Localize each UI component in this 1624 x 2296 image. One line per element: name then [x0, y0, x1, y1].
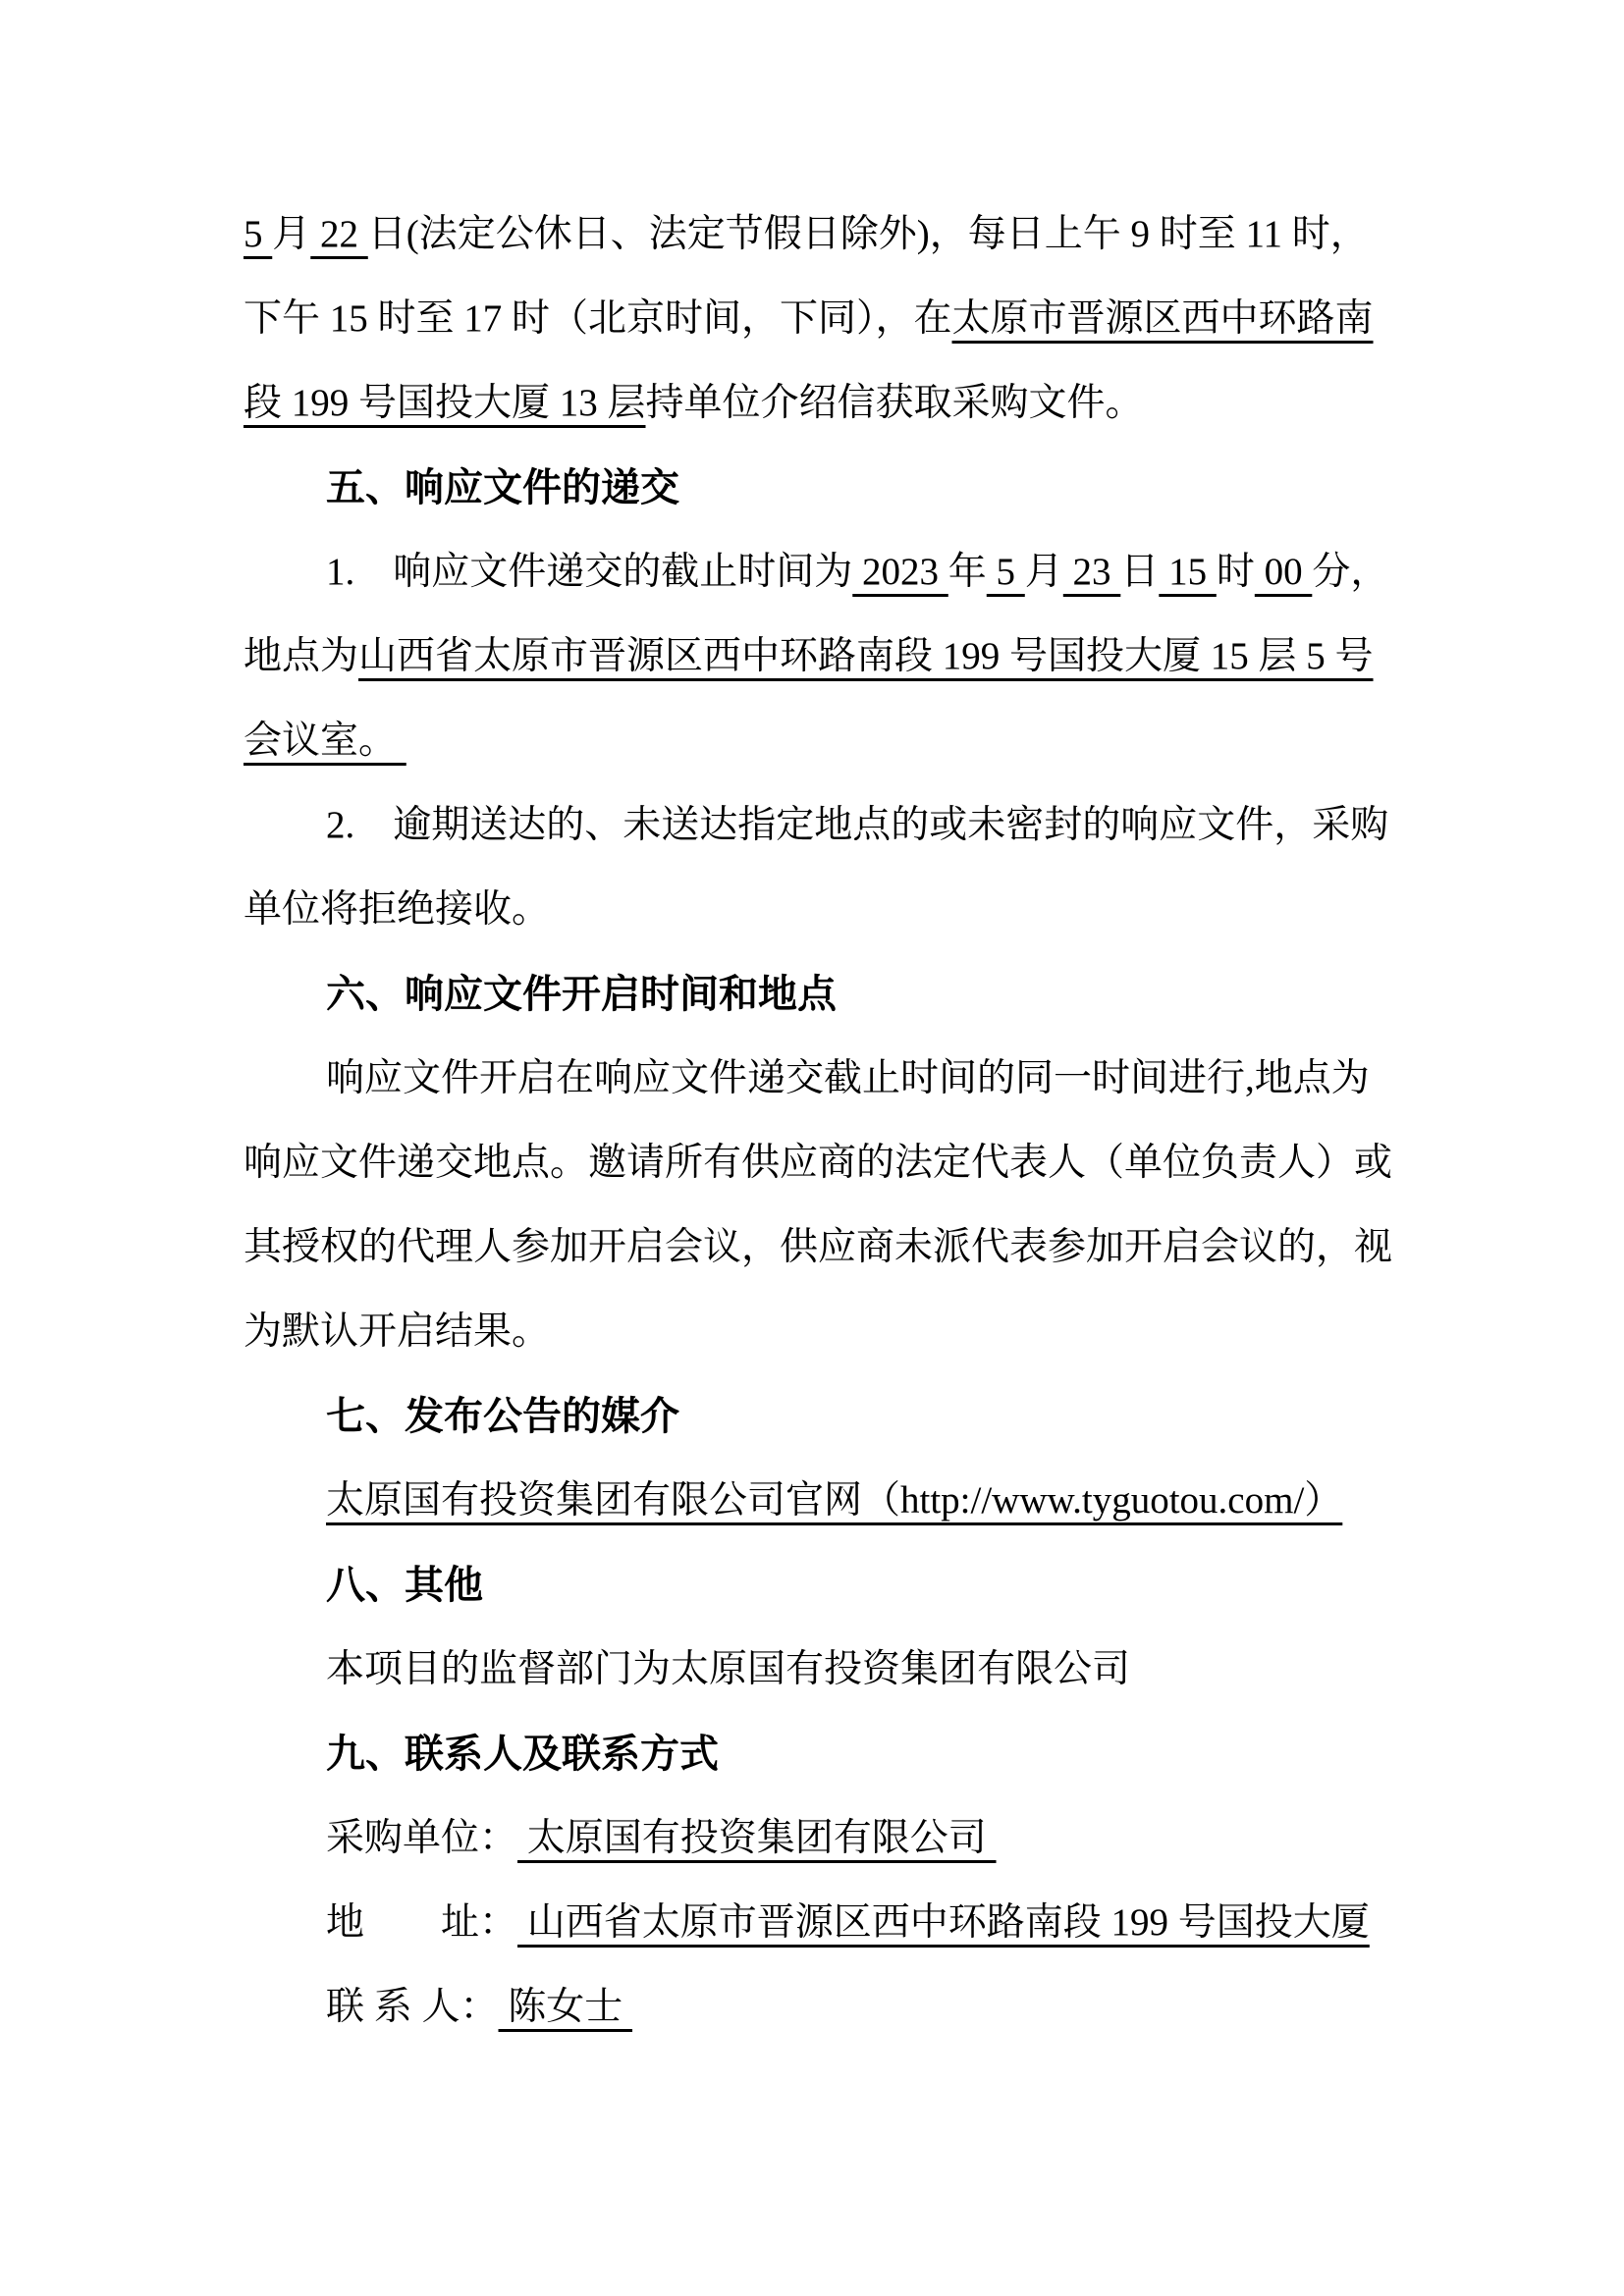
text-line — [244, 783, 1389, 868]
text-segment: 2. 逾期送达的、未送达指定地点的或未密封的响应文件，采购 — [326, 804, 1389, 846]
underlined-text-segment: 山西省太原市晋源区西中环路南段 199 号国投大厦 15 层 5 号 — [358, 635, 1374, 677]
underlined-text-segment: 陈女士 — [498, 1986, 633, 2028]
text-segment: 六、响应文件开启时间和地点 — [326, 973, 837, 1016]
text-line — [244, 530, 1389, 614]
text-segment: 为默认开启结果。 — [244, 1310, 551, 1353]
text-line — [244, 699, 1380, 783]
text-segment: 响应文件递交地点。邀请所有供应商的法定代表人（单位负责人）或 — [244, 1142, 1393, 1184]
text-segment: 1. 响应文件递交的截止时间为 — [326, 551, 853, 593]
text-segment: 联 系 人： — [326, 1986, 499, 2028]
text-segment: 地 址： — [326, 1901, 518, 1944]
underlined-text-segment: 5 — [244, 213, 273, 255]
text-line — [244, 1881, 1380, 1965]
text-segment: 日 — [1120, 551, 1160, 593]
section-heading — [244, 1712, 1380, 1796]
underlined-text-segment: 太原国有投资集团有限公司官网（http://www.tyguotou.com/） — [326, 1479, 1343, 1522]
text-segment: 时 — [1216, 551, 1255, 593]
text-line — [244, 1121, 1393, 1205]
text-segment: 其授权的代理人参加开启会议，供应商未派代表参加开启会议的，视 — [244, 1226, 1393, 1268]
underlined-text-segment: 山西省太原市晋源区西中环路南段 199 号国投大厦 — [517, 1901, 1370, 1944]
text-line — [244, 1459, 1380, 1543]
underlined-text-segment: 2023 — [852, 551, 948, 593]
text-segment: 七、发布公告的媒介 — [326, 1395, 679, 1438]
section-heading — [244, 1543, 1380, 1628]
underlined-text-segment: 22 — [310, 213, 368, 255]
text-segment: 分， — [1312, 551, 1389, 593]
text-segment: 八、其他 — [326, 1564, 483, 1607]
underlined-text-segment: 段 199 号国投大厦 13 层 — [244, 382, 646, 424]
underlined-text-segment: 00 — [1254, 551, 1313, 593]
text-line — [244, 192, 1380, 277]
text-line — [244, 1037, 1380, 1121]
text-segment: 五、响应文件的递交 — [326, 466, 679, 509]
text-line — [244, 868, 1380, 952]
text-segment: 单位将拒绝接收。 — [244, 888, 551, 931]
section-heading — [244, 952, 1380, 1037]
underlined-text-segment: 23 — [1062, 551, 1121, 593]
text-segment: 下午 15 时至 17 时（北京时间，下同），在 — [244, 297, 952, 340]
text-segment: 九、联系人及联系方式 — [326, 1733, 719, 1776]
underlined-text-segment: 15 — [1159, 551, 1217, 593]
document-content — [244, 192, 1393, 2050]
section-heading — [244, 446, 1380, 530]
text-line — [244, 361, 1380, 446]
underlined-text-segment: 太原国有投资集团有限公司 — [517, 1817, 997, 1859]
text-line — [244, 1796, 1380, 1881]
text-segment: 响应文件开启在响应文件递交截止时间的同一时间进行,地点为 — [326, 1057, 1370, 1099]
text-segment: 持单位介绍信获取采购文件。 — [645, 382, 1144, 424]
text-segment: 月 — [272, 213, 311, 255]
text-line — [244, 1205, 1393, 1290]
text-segment: 本项目的监督部门为太原国有投资集团有限公司 — [326, 1648, 1131, 1690]
text-segment: 地点为 — [244, 635, 359, 677]
text-line — [244, 614, 1380, 699]
text-line — [244, 1290, 1380, 1374]
underlined-text-segment: 会议室。 — [244, 720, 406, 762]
text-segment: 年 — [947, 551, 987, 593]
underlined-text-segment: 太原市晋源区西中环路南 — [951, 297, 1374, 340]
text-line — [244, 1628, 1380, 1712]
text-line — [244, 277, 1380, 361]
section-heading — [244, 1374, 1380, 1459]
text-line — [244, 1965, 1380, 2050]
underlined-text-segment: 5 — [986, 551, 1025, 593]
text-segment: 采购单位： — [326, 1817, 518, 1859]
text-segment: 日(法定公休日、法定节假日除外)，每日上午 9 时至 11 时， — [367, 213, 1369, 255]
text-segment: 月 — [1024, 551, 1063, 593]
